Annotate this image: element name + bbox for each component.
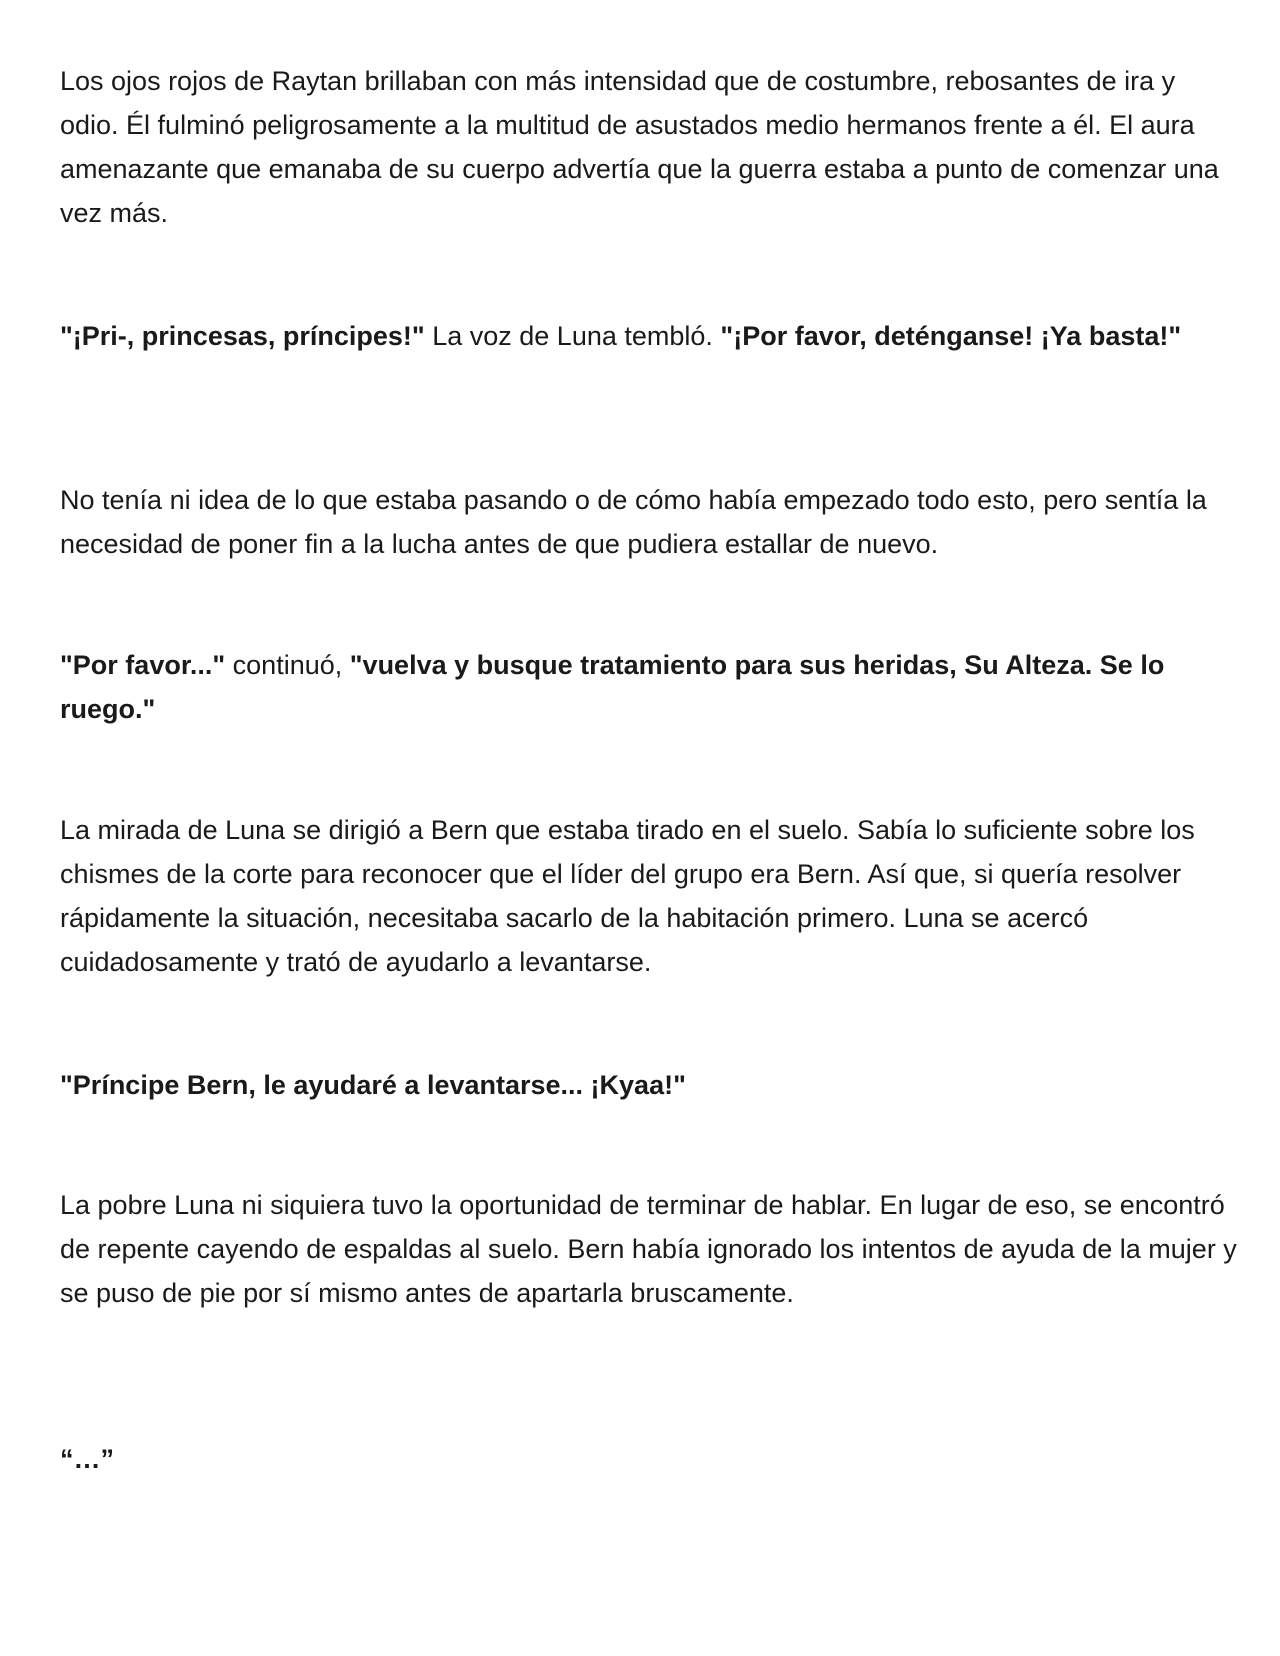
dialogue-narration: La voz de Luna tembló.	[424, 321, 721, 351]
dialogue-quote: "¡Por favor, deténganse! ¡Ya basta!"	[720, 321, 1182, 351]
dialogue-narration: continuó,	[225, 650, 350, 680]
paragraph-narration-bern: La mirada de Luna se dirigió a Bern que estaba tirado en el suelo. Sabía lo suficiente sobre los chismes de la corte para reconocer que el líder del grupo era Bern. Así que, si quería resolver rápidamente la situación, necesitaba sacarlo de la habitación primero. Luna se acercó cuidadosamente y trató de ayudarlo a levantarse.	[60, 815, 1195, 977]
dialogue-quote: "¡Pri-, princesas, príncipes!"	[60, 321, 425, 351]
paragraph-dialogue-luna-request	[60, 643, 1240, 731]
dialogue-quote: "Por favor..."	[60, 650, 226, 680]
paragraph-dialogue-luna-plea	[60, 314, 1240, 358]
paragraph-narration-luna-thoughts: No tenía ni idea de lo que estaba pasando o de cómo había empezado todo esto, pero sentía la necesidad de poner fin a la lucha antes de que pudiera estallar de nuevo.	[60, 485, 1207, 559]
paragraph-dialogue-ellipsis: “…”	[60, 1444, 114, 1474]
paragraph-narration-fall: La pobre Luna ni siquiera tuvo la oportunidad de terminar de hablar. En lugar de eso, se encontró de repente cayendo de espaldas al suelo. Bern había ignorado los intentos de ayuda de la mujer y se puso de pie por sí mismo antes de apartarla bruscamente.	[60, 1190, 1237, 1308]
paragraph-narration-raytan: Los ojos rojos de Raytan brillaban con más intensidad que de costumbre, rebosantes de ira y odio. Él fulminó peligrosamente a la multitud de asustados medio hermanos frente a él. El aura amenazante que emanaba de su cuerpo advertía que la guerra estaba a punto de comenzar una vez más.	[60, 66, 1219, 228]
paragraph-dialogue-kyaa: "Príncipe Bern, le ayudaré a levantarse... ¡Kyaa!"	[60, 1070, 686, 1100]
dialogue-quote: "vuelva y busque tratamiento para sus heridas, Su Alteza. Se lo ruego."	[60, 650, 1165, 724]
